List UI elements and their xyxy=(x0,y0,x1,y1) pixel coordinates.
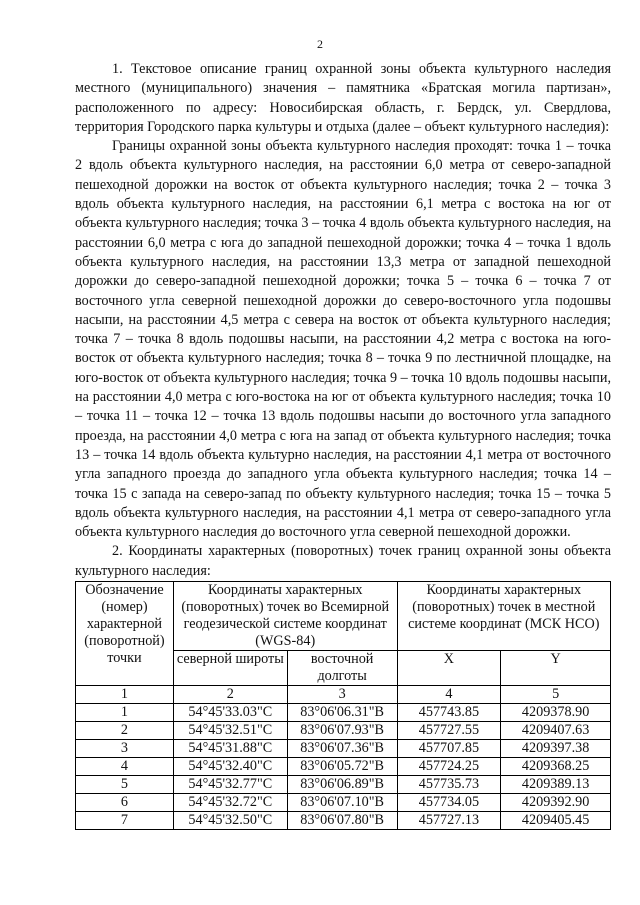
column-number: 2 xyxy=(173,686,287,704)
latitude-cell: 54°45'32.40"С xyxy=(173,758,287,776)
table-header-row xyxy=(76,582,611,651)
x-cell: 457707.85 xyxy=(397,740,501,758)
latitude-cell: 54°45'32.77"С xyxy=(173,776,287,794)
y-cell: 4209389.13 xyxy=(501,776,611,794)
document-body xyxy=(75,60,611,830)
point-number: 7 xyxy=(76,812,174,830)
subheader-latitude: северной широты xyxy=(173,651,287,686)
y-cell: 4209407.63 xyxy=(501,722,611,740)
longitude-cell: 83°06'06.31"В xyxy=(287,704,397,722)
column-number: 4 xyxy=(397,686,501,704)
column-number: 3 xyxy=(287,686,397,704)
page-number: 2 xyxy=(317,37,323,51)
y-cell: 4209378.90 xyxy=(501,704,611,722)
point-number: 4 xyxy=(76,758,174,776)
latitude-cell: 54°45'33.03"С xyxy=(173,704,287,722)
header-msk-coordinates: Координаты характерных (поворотных) точек в местной системе координат (МСК НСО) xyxy=(397,582,610,651)
x-cell: 457727.55 xyxy=(397,722,501,740)
subheader-y: Y xyxy=(501,651,611,686)
section-2-heading: 2. Координаты характерных (поворотных) точек границ охранной зоны объекта культурного наследия: xyxy=(75,543,611,579)
y-cell: 4209392.90 xyxy=(501,794,611,812)
longitude-cell: 83°06'07.10"В xyxy=(287,794,397,812)
table-row xyxy=(76,740,611,758)
table-row xyxy=(76,722,611,740)
longitude-cell: 83°06'06.89"В xyxy=(287,776,397,794)
longitude-cell: 83°06'05.72"В xyxy=(287,758,397,776)
column-number: 1 xyxy=(76,686,174,704)
column-number: 5 xyxy=(501,686,611,704)
table-row xyxy=(76,704,611,722)
longitude-cell: 83°06'07.93"В xyxy=(287,722,397,740)
table-row xyxy=(76,794,611,812)
point-number: 6 xyxy=(76,794,174,812)
header-point-number: Обозначение (номер) характерной (поворотной) точки xyxy=(76,582,174,686)
latitude-cell: 54°45'32.50"С xyxy=(173,812,287,830)
table-row xyxy=(76,758,611,776)
y-cell: 4209397.38 xyxy=(501,740,611,758)
section-1-body: Границы охранной зоны объекта культурного наследия проходят: точка 1 – точка 2 вдоль объекта культурного наследия, на расстоянии 6,0 метра от северо-западной пешеходной дорожки на восток от объекта культурного наследия; точка 2 – точка 3 вдоль объекта культурного наследия, на расстоянии 6,1 метра с востока на юг от объекта культурного наследия; точка 3 – точка 4 вдоль объекта культурного наследия, на расстоянии 6,0 метра с юга до западной пешеходной дорожки; точка 4 – точка 1 вдоль объекта культурного наследия, на расстоянии 13,3 метра от западной пешеходной дорожки до северо-западной пешеходной дорожки; точка 5 – точка 6 – точка 7 от восточного угла северной пешеходной дорожки до северо-восточного угла подошвы насыпи, на расстоянии 4,5 метра с севера на восток от объекта культурного наследия; точка 7 – точка 8 вдоль подошвы насыпи, на расстоянии 4,2 метра с востока на юго-восток от объекта культурного наследия; точка 8 – точка 9 по лестничной площадке, на юго-восток от объекта культурного наследия; точка 9 – точка 10 вдоль подошвы насыпи, на расстоянии 4,0 метра с юго-востока на юг от объекта культурного наследия; точка 10 – точка 11 – точка 12 – точка 13 вдоль подошвы насыпи до восточного угла западного проезда, на расстоянии 4,0 метра с юга на запад от объекта культурного наследия; точка 13 – точка 14 вдоль объекта культурно наследия, на расстоянии 4,1 метра от восточного угла западного проезда до западного угла объекта культурного наследия; точка 14 – точка 15 с запада на северо-запад по объекту культурного наследия; точка 15 – точка 5 вдоль объекта культурного наследия, на расстоянии 4,1 метра от северо-западного угла объекта культурного наследия до восточного угла северной пешеходной дорожки. xyxy=(75,138,611,541)
coordinates-table xyxy=(75,581,611,830)
x-cell: 457743.85 xyxy=(397,704,501,722)
table-body xyxy=(76,686,611,830)
x-cell: 457724.25 xyxy=(397,758,501,776)
point-number: 1 xyxy=(76,704,174,722)
x-cell: 457734.05 xyxy=(397,794,501,812)
y-cell: 4209405.45 xyxy=(501,812,611,830)
point-number: 5 xyxy=(76,776,174,794)
latitude-cell: 54°45'31.88"С xyxy=(173,740,287,758)
latitude-cell: 54°45'32.51"С xyxy=(173,722,287,740)
y-cell: 4209368.25 xyxy=(501,758,611,776)
point-number: 3 xyxy=(76,740,174,758)
subheader-longitude: восточной долготы xyxy=(287,651,397,686)
table-row xyxy=(76,812,611,830)
header-wgs84-coordinates: Координаты характерных (поворотных) точек во Всемирной геодезической системе координат (WGS-84) xyxy=(173,582,397,651)
column-number-row xyxy=(76,686,611,704)
point-number: 2 xyxy=(76,722,174,740)
longitude-cell: 83°06'07.80"В xyxy=(287,812,397,830)
x-cell: 457727.13 xyxy=(397,812,501,830)
x-cell: 457735.73 xyxy=(397,776,501,794)
table-row xyxy=(76,776,611,794)
longitude-cell: 83°06'07.36"В xyxy=(287,740,397,758)
subheader-x: X xyxy=(397,651,501,686)
section-1-heading: 1. Текстовое описание границ охранной зоны объекта культурного наследия местного (муниципального) значения – памятника «Братская могила партизан», расположенного по адресу: Новосибирская область, г. Бердск, ул. Свердлова, территория Городского парка культуры и отдыха (далее – объект культурного наследия): xyxy=(75,61,611,135)
latitude-cell: 54°45'32.72"С xyxy=(173,794,287,812)
